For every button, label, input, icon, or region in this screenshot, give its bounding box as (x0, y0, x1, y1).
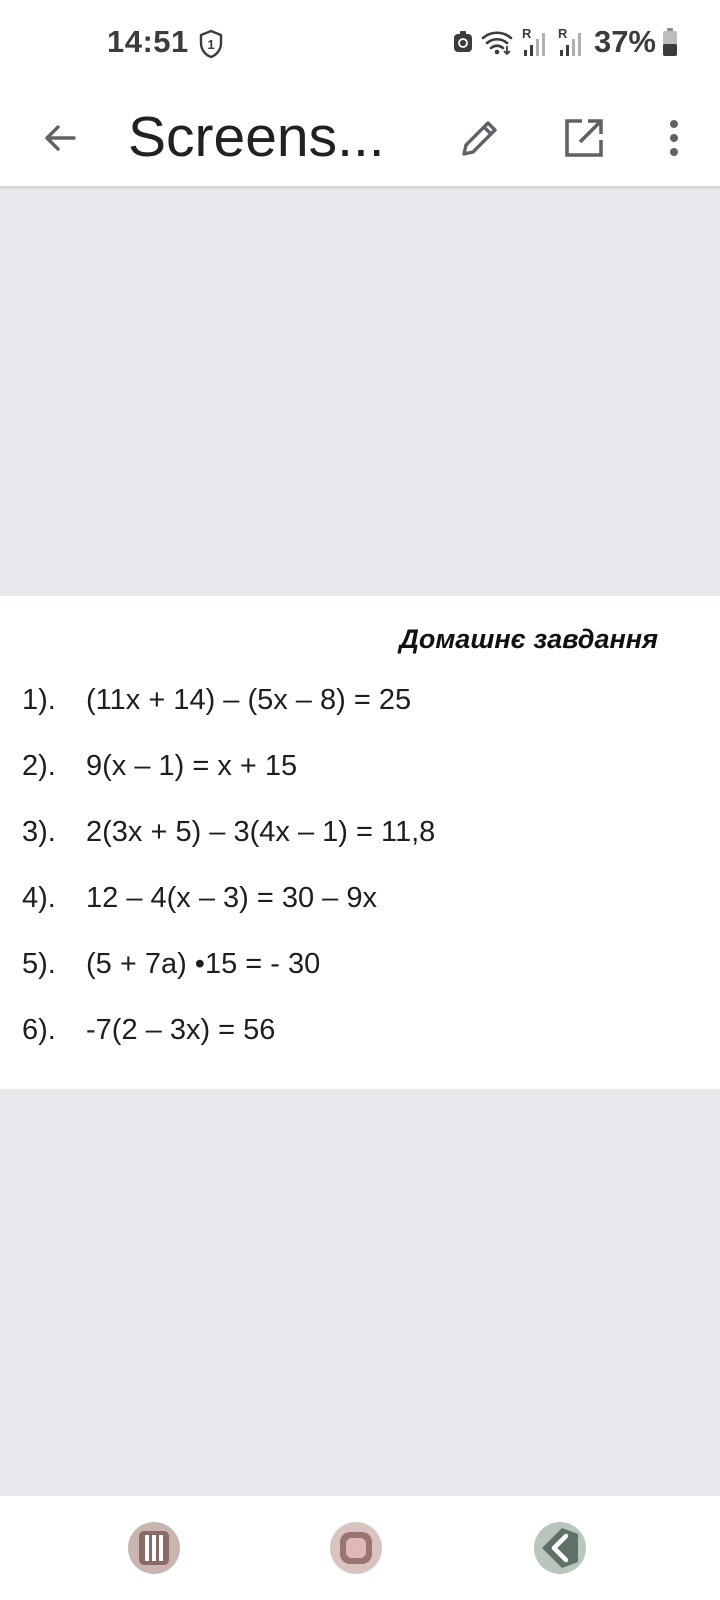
battery-percent: 37% (593, 24, 656, 59)
status-icons (452, 22, 678, 62)
back-arrow-icon (40, 118, 80, 158)
back-button[interactable] (32, 110, 88, 166)
wifi-icon (480, 28, 514, 56)
equation-number: 5). (22, 948, 56, 980)
equation-number: 6). (22, 1014, 56, 1046)
equation-number: 1). (22, 684, 56, 716)
notification-badge: 1 (207, 37, 215, 52)
equation-text: (5 + 7a) •15 = - 30 (86, 948, 321, 980)
equation-row (22, 1014, 275, 1054)
battery-icon (662, 27, 678, 57)
equation-row (22, 750, 297, 790)
equation-row (22, 816, 435, 856)
signal-icon (556, 26, 586, 58)
equation-text: 2(3x + 5) – 3(4x – 1) = 11,8 (86, 816, 436, 848)
equation-text: 9(x – 1) = x + 15 (86, 750, 298, 782)
more-vert-icon (664, 116, 684, 160)
equation-text: -7(2 – 3x) = 56 (86, 1014, 276, 1046)
roaming-label: R (521, 26, 532, 41)
status-bar (0, 0, 720, 88)
roaming-label: R (557, 26, 568, 41)
home-icon (328, 1520, 384, 1576)
equation-row (22, 684, 411, 724)
open-external-button[interactable] (556, 110, 612, 166)
equation-number: 3). (22, 816, 56, 848)
equation-row (22, 948, 320, 988)
image-viewer[interactable] (0, 186, 720, 1496)
open-external-icon (562, 116, 606, 160)
signal-icon (520, 26, 550, 58)
page-title: Screens... (128, 105, 385, 169)
navigation-bar (0, 1496, 720, 1600)
equation-row (22, 882, 377, 922)
back-icon (532, 1520, 588, 1576)
back-nav-button[interactable] (530, 1518, 590, 1578)
shield-icon (198, 29, 224, 59)
app-bar (0, 88, 720, 186)
document-image (0, 596, 720, 1089)
equation-text: (11x + 14) – (5x – 8) = 25 (86, 684, 412, 716)
equation-number: 4). (22, 882, 56, 914)
pencil-icon (458, 116, 502, 160)
equation-text: 12 – 4(x – 3) = 30 – 9x (86, 882, 377, 914)
recent-apps-icon (126, 1520, 182, 1576)
document-title: Домашнє завдання (399, 624, 658, 654)
equation-number: 2). (22, 750, 56, 782)
status-time: 14:51 (107, 24, 189, 59)
more-options-button[interactable] (646, 110, 702, 166)
recent-apps-button[interactable] (124, 1518, 184, 1578)
edit-button[interactable] (452, 110, 508, 166)
vpn-icon (452, 29, 474, 55)
home-button[interactable] (326, 1518, 386, 1578)
